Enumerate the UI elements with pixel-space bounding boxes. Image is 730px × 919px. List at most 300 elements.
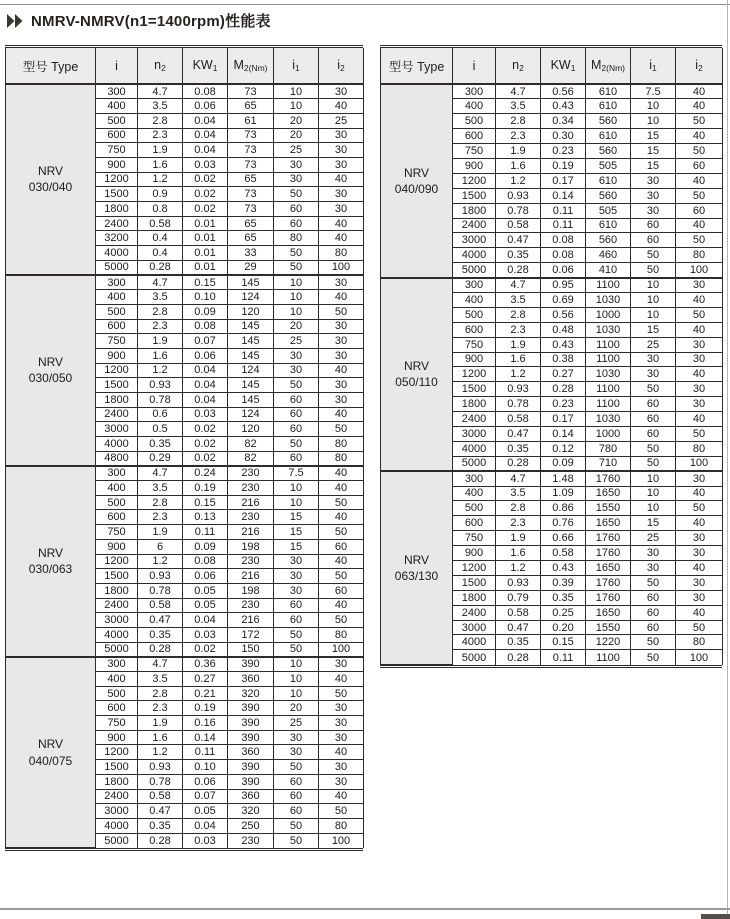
value-cell: 50 — [676, 188, 723, 203]
value-cell: 50 — [631, 248, 676, 263]
value-cell: 30 — [676, 531, 723, 546]
value-cell: 80 — [319, 437, 364, 452]
value-cell: 50 — [274, 187, 319, 202]
value-cell: 40 — [676, 292, 723, 307]
value-cell: 80 — [676, 441, 723, 456]
value-cell: 0.30 — [541, 129, 586, 144]
value-cell: 300 — [96, 657, 138, 672]
value-cell: 216 — [228, 613, 274, 628]
value-cell: 1.9 — [138, 143, 183, 158]
value-cell: 1030 — [586, 412, 631, 427]
value-cell: 1030 — [586, 292, 631, 307]
value-cell: 0.78 — [138, 774, 183, 789]
value-cell: 2.8 — [138, 304, 183, 319]
column-header: $M_{2(Nm)}$ — [586, 48, 631, 84]
model-label — [381, 278, 453, 472]
value-cell: 100 — [319, 642, 364, 657]
value-cell: 4000 — [96, 627, 138, 642]
value-cell: 0.43 — [541, 561, 586, 576]
value-cell: 0.09 — [183, 304, 228, 319]
value-cell: 0.20 — [541, 620, 586, 635]
value-cell: 0.04 — [183, 818, 228, 833]
model-series: NRV — [37, 546, 64, 561]
value-cell: 60 — [631, 397, 676, 412]
page-title: NMRV-NMRV(n1=1400rpm)性能表 — [31, 13, 271, 30]
value-cell: 145 — [228, 275, 274, 290]
value-cell: 3.5 — [496, 99, 541, 114]
value-cell: 29 — [228, 260, 274, 275]
value-cell: 10 — [631, 99, 676, 114]
value-cell: 3.5 — [138, 481, 183, 496]
value-cell: 1800 — [453, 397, 496, 412]
value-cell: 390 — [228, 657, 274, 672]
value-cell: 73 — [228, 84, 274, 99]
value-cell: 5000 — [96, 260, 138, 275]
value-cell: 30 — [676, 546, 723, 561]
value-cell: 0.04 — [183, 113, 228, 128]
value-cell: 1.9 — [138, 334, 183, 349]
model-series: NRV — [403, 553, 430, 567]
value-cell: 710 — [586, 456, 631, 471]
value-cell: 60 — [631, 620, 676, 635]
value-cell: 0.58 — [496, 218, 541, 233]
value-cell: 0.28 — [138, 833, 183, 848]
value-cell: 560 — [586, 114, 631, 129]
value-cell: 40 — [676, 412, 723, 427]
value-cell: 3.5 — [496, 486, 541, 501]
value-cell: 40 — [676, 173, 723, 188]
value-cell: 0.11 — [541, 218, 586, 233]
value-cell: 0.58 — [138, 216, 183, 231]
value-cell: 40 — [319, 172, 364, 187]
value-cell: 1100 — [586, 337, 631, 352]
value-cell: 600 — [96, 701, 138, 716]
value-cell: 15 — [274, 539, 319, 554]
value-cell: 60 — [631, 590, 676, 605]
value-cell: 1760 — [586, 546, 631, 561]
value-cell: 600 — [453, 322, 496, 337]
value-cell: 2.3 — [138, 701, 183, 716]
value-cell: 60 — [274, 451, 319, 466]
value-cell: 610 — [586, 173, 631, 188]
value-cell: 0.11 — [541, 203, 586, 218]
value-cell: 3200 — [96, 231, 138, 246]
value-cell: 0.9 — [138, 187, 183, 202]
value-cell: 50 — [319, 613, 364, 628]
value-cell: 1.9 — [138, 716, 183, 731]
value-cell: 0.43 — [541, 99, 586, 114]
value-cell: 400 — [453, 99, 496, 114]
value-cell: 2.8 — [138, 495, 183, 510]
value-cell: 1500 — [453, 382, 496, 397]
value-cell: 2.8 — [138, 113, 183, 128]
value-cell: 230 — [228, 833, 274, 848]
value-cell: 3.5 — [138, 290, 183, 305]
value-cell: 30 — [676, 278, 723, 293]
value-cell: 145 — [228, 348, 274, 363]
model-label — [6, 84, 96, 275]
value-cell: 500 — [453, 307, 496, 322]
value-cell: 30 — [676, 337, 723, 352]
value-cell: 0.93 — [496, 188, 541, 203]
value-cell: 1500 — [96, 760, 138, 775]
value-cell: 60 — [274, 774, 319, 789]
value-cell: 73 — [228, 143, 274, 158]
value-cell: 0.48 — [541, 322, 586, 337]
value-cell: 1800 — [453, 203, 496, 218]
value-cell: 30 — [319, 716, 364, 731]
value-cell: 300 — [96, 275, 138, 290]
value-cell: 30 — [676, 397, 723, 412]
value-cell: 50 — [274, 627, 319, 642]
value-cell: 1200 — [96, 172, 138, 187]
model-label — [6, 657, 96, 848]
value-cell: 2.3 — [138, 128, 183, 143]
value-cell: 560 — [586, 144, 631, 159]
value-cell: 30 — [319, 275, 364, 290]
value-cell: 4.7 — [138, 84, 183, 99]
value-cell: 100 — [676, 263, 723, 278]
value-cell: 172 — [228, 627, 274, 642]
value-cell: 0.28 — [496, 456, 541, 471]
value-cell: 60 — [319, 539, 364, 554]
value-cell: 30 — [274, 172, 319, 187]
value-cell: 80 — [319, 818, 364, 833]
value-cell: 0.02 — [183, 451, 228, 466]
value-cell: 1650 — [586, 516, 631, 531]
value-cell: 1650 — [586, 561, 631, 576]
value-cell: 4800 — [96, 451, 138, 466]
value-cell: 10 — [631, 471, 676, 486]
model-series: NRV — [37, 355, 64, 370]
value-cell: 400 — [96, 290, 138, 305]
value-cell: 10 — [274, 686, 319, 701]
value-cell: 1200 — [96, 745, 138, 760]
value-cell: 0.04 — [183, 363, 228, 378]
data-row — [6, 466, 364, 481]
value-cell: 1800 — [96, 392, 138, 407]
value-cell: 20 — [274, 113, 319, 128]
value-cell: 65 — [228, 172, 274, 187]
value-cell: 0.56 — [541, 307, 586, 322]
value-cell: 0.17 — [541, 412, 586, 427]
value-cell: 0.07 — [183, 789, 228, 804]
page-right-rule — [727, 0, 728, 919]
value-cell: 0.23 — [541, 397, 586, 412]
value-cell: 198 — [228, 583, 274, 598]
value-cell: 50 — [274, 818, 319, 833]
value-cell: 0.5 — [138, 422, 183, 437]
value-cell: 0.93 — [138, 760, 183, 775]
value-cell: 560 — [586, 188, 631, 203]
value-cell: 4000 — [453, 635, 496, 650]
value-cell: 900 — [453, 546, 496, 561]
value-cell: 30 — [676, 575, 723, 590]
value-cell: 0.78 — [496, 203, 541, 218]
value-cell: 0.4 — [138, 246, 183, 261]
value-cell: 5000 — [453, 263, 496, 278]
value-cell: 610 — [586, 218, 631, 233]
value-cell: 1.2 — [496, 561, 541, 576]
value-cell: 1760 — [586, 531, 631, 546]
value-cell: 30 — [319, 730, 364, 745]
value-cell: 500 — [96, 495, 138, 510]
value-cell: 0.08 — [183, 319, 228, 334]
value-cell: 100 — [319, 833, 364, 848]
value-cell: 1.2 — [496, 367, 541, 382]
value-cell: 50 — [274, 437, 319, 452]
value-cell: 50 — [631, 650, 676, 665]
value-cell: 61 — [228, 113, 274, 128]
value-cell: 390 — [228, 701, 274, 716]
value-cell: 300 — [453, 471, 496, 486]
value-cell: 0.28 — [496, 263, 541, 278]
value-cell: 0.93 — [138, 378, 183, 393]
value-cell: 60 — [631, 426, 676, 441]
value-cell: 40 — [676, 561, 723, 576]
value-cell: 0.93 — [496, 575, 541, 590]
value-cell: 1500 — [453, 188, 496, 203]
value-cell: 40 — [319, 510, 364, 525]
value-cell: 30 — [274, 745, 319, 760]
value-cell: 0.01 — [183, 231, 228, 246]
value-cell: 40 — [676, 322, 723, 337]
model-size: 063/130 — [394, 569, 439, 584]
value-cell: 80 — [274, 231, 319, 246]
value-cell: 4.7 — [496, 278, 541, 293]
value-cell: 50 — [631, 456, 676, 471]
value-cell: 0.28 — [138, 260, 183, 275]
value-cell: 750 — [96, 334, 138, 349]
section-title-bar — [7, 10, 271, 31]
value-cell: 10 — [274, 481, 319, 496]
value-cell: 0.04 — [183, 613, 228, 628]
value-cell: 1.6 — [138, 348, 183, 363]
double-chevron-right-icon — [7, 14, 24, 28]
value-cell: 40 — [319, 99, 364, 114]
value-cell: 0.78 — [496, 397, 541, 412]
value-cell: 1.6 — [496, 546, 541, 561]
value-cell: 0.11 — [541, 650, 586, 665]
value-cell: 2.8 — [138, 686, 183, 701]
value-cell: 2400 — [96, 407, 138, 422]
value-cell: 0.27 — [541, 367, 586, 382]
model-size: 030/063 — [28, 562, 73, 577]
value-cell: 40 — [319, 290, 364, 305]
data-row — [6, 657, 364, 672]
value-cell: 1800 — [96, 202, 138, 217]
value-cell: 0.03 — [183, 157, 228, 172]
value-cell: 1.9 — [496, 337, 541, 352]
value-cell: 50 — [274, 642, 319, 657]
value-cell: 0.15 — [541, 635, 586, 650]
value-cell: 65 — [228, 99, 274, 114]
value-cell: 150 — [228, 642, 274, 657]
value-cell: 0.58 — [138, 598, 183, 613]
value-cell: 60 — [274, 613, 319, 628]
value-cell: 4.7 — [138, 657, 183, 672]
value-cell: 1.9 — [496, 144, 541, 159]
value-cell: 0.17 — [541, 173, 586, 188]
value-cell: 40 — [319, 363, 364, 378]
value-cell: 120 — [228, 422, 274, 437]
value-cell: 0.08 — [183, 84, 228, 99]
value-cell: 2.8 — [496, 501, 541, 516]
value-cell: 30 — [631, 173, 676, 188]
value-cell: 0.19 — [541, 158, 586, 173]
value-cell: 10 — [631, 501, 676, 516]
value-cell: 400 — [96, 99, 138, 114]
value-cell: 0.12 — [541, 441, 586, 456]
value-cell: 30 — [676, 382, 723, 397]
value-cell: 80 — [319, 246, 364, 261]
value-cell: 390 — [228, 716, 274, 731]
value-cell: 0.47 — [496, 426, 541, 441]
value-cell: 4000 — [453, 248, 496, 263]
value-cell: 40 — [319, 407, 364, 422]
value-cell: 900 — [96, 157, 138, 172]
value-cell: 80 — [676, 248, 723, 263]
value-cell: 0.02 — [183, 437, 228, 452]
value-cell: 5000 — [96, 833, 138, 848]
value-cell: 600 — [96, 128, 138, 143]
value-cell: 1100 — [586, 278, 631, 293]
value-cell: 600 — [96, 510, 138, 525]
header-row — [381, 48, 723, 84]
value-cell: 0.78 — [138, 583, 183, 598]
value-cell: 40 — [676, 605, 723, 620]
value-cell: 1.2 — [138, 745, 183, 760]
value-cell: 30 — [319, 319, 364, 334]
performance-table-right — [380, 45, 722, 668]
value-cell: 0.23 — [541, 144, 586, 159]
value-cell: 2400 — [453, 412, 496, 427]
model-size: 030/050 — [28, 371, 73, 386]
value-cell: 40 — [319, 672, 364, 687]
value-cell: 30 — [319, 657, 364, 672]
model-label — [381, 471, 453, 665]
value-cell: 560 — [586, 233, 631, 248]
value-cell: 0.35 — [138, 818, 183, 833]
value-cell: 0.86 — [541, 501, 586, 516]
value-cell: 1200 — [453, 561, 496, 576]
model-size: 040/090 — [394, 181, 439, 196]
value-cell: 0.04 — [183, 143, 228, 158]
data-row — [381, 84, 723, 99]
value-cell: 2400 — [96, 789, 138, 804]
value-cell: 30 — [631, 188, 676, 203]
value-cell: 40 — [676, 486, 723, 501]
value-cell: 80 — [319, 627, 364, 642]
value-cell: 1100 — [586, 397, 631, 412]
value-cell: 30 — [319, 348, 364, 363]
value-cell: 145 — [228, 334, 274, 349]
value-cell: 300 — [96, 84, 138, 99]
value-cell: 50 — [631, 575, 676, 590]
value-cell: 320 — [228, 804, 274, 819]
value-cell: 50 — [676, 620, 723, 635]
value-cell: 40 — [319, 789, 364, 804]
value-cell: 1500 — [96, 569, 138, 584]
value-cell: 10 — [274, 99, 319, 114]
value-cell: 1.6 — [496, 158, 541, 173]
value-cell: 1800 — [96, 774, 138, 789]
value-cell: 60 — [319, 583, 364, 598]
value-cell: 0.66 — [541, 531, 586, 546]
value-cell: 1500 — [96, 187, 138, 202]
value-cell: 60 — [274, 804, 319, 819]
value-cell: 30 — [274, 554, 319, 569]
value-cell: 0.4 — [138, 231, 183, 246]
value-cell: 0.95 — [541, 278, 586, 293]
value-cell: 1220 — [586, 635, 631, 650]
value-cell: 1760 — [586, 590, 631, 605]
value-cell: 230 — [228, 466, 274, 481]
value-cell: 30 — [319, 143, 364, 158]
model-label — [6, 466, 96, 657]
value-cell: 50 — [676, 114, 723, 129]
value-cell: 30 — [319, 128, 364, 143]
column-header: $i_1$ — [631, 48, 676, 84]
value-cell: 0.05 — [183, 804, 228, 819]
value-cell: 73 — [228, 202, 274, 217]
value-cell: 0.27 — [183, 672, 228, 687]
value-cell: 0.35 — [138, 437, 183, 452]
value-cell: 124 — [228, 407, 274, 422]
value-cell: 3000 — [96, 422, 138, 437]
value-cell: 73 — [228, 187, 274, 202]
value-cell: 15 — [631, 129, 676, 144]
value-cell: 6 — [138, 539, 183, 554]
value-cell: 0.15 — [183, 495, 228, 510]
value-cell: 0.93 — [138, 569, 183, 584]
value-cell: 30 — [274, 730, 319, 745]
value-cell: 30 — [631, 352, 676, 367]
value-cell: 50 — [631, 263, 676, 278]
value-cell: 0.04 — [183, 128, 228, 143]
value-cell: 80 — [319, 451, 364, 466]
value-cell: 0.19 — [183, 481, 228, 496]
value-cell: 0.19 — [183, 701, 228, 716]
value-cell: 1200 — [453, 367, 496, 382]
value-cell: 500 — [96, 686, 138, 701]
value-cell: 30 — [631, 203, 676, 218]
value-cell: 230 — [228, 598, 274, 613]
value-cell: 30 — [274, 157, 319, 172]
value-cell: 1550 — [586, 620, 631, 635]
value-cell: 0.07 — [183, 334, 228, 349]
value-cell: 230 — [228, 510, 274, 525]
column-header: $KW_1$ — [541, 48, 586, 84]
value-cell: 0.93 — [496, 382, 541, 397]
value-cell: 124 — [228, 363, 274, 378]
value-cell: 0.11 — [183, 525, 228, 540]
value-cell: 30 — [676, 471, 723, 486]
value-cell: 0.79 — [496, 590, 541, 605]
value-cell: 216 — [228, 495, 274, 510]
value-cell: 73 — [228, 157, 274, 172]
value-cell: 50 — [676, 307, 723, 322]
value-cell: 0.03 — [183, 833, 228, 848]
value-cell: 10 — [631, 307, 676, 322]
value-cell: 600 — [96, 319, 138, 334]
value-cell: 82 — [228, 451, 274, 466]
column-header: $i_2$ — [676, 48, 723, 84]
value-cell: 610 — [586, 99, 631, 114]
value-cell: 300 — [453, 278, 496, 293]
value-cell: 600 — [453, 516, 496, 531]
column-header: $n_2$ — [138, 48, 183, 84]
